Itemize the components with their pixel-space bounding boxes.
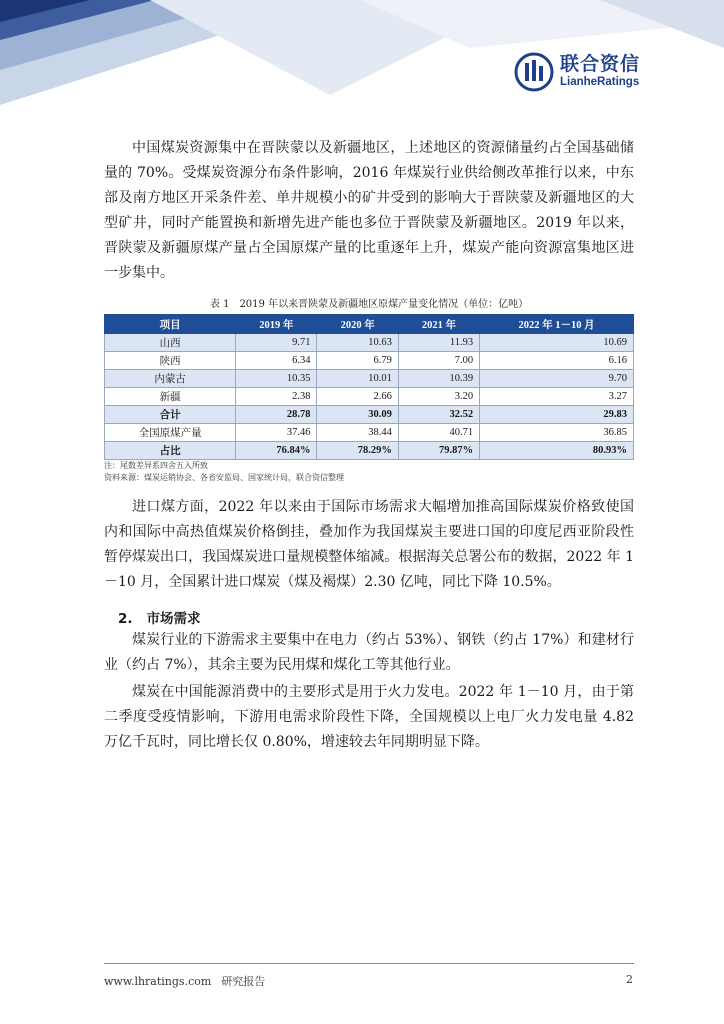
col-header-item: 项目 <box>105 315 236 334</box>
footer-website[interactable]: www.lhratings.com <box>104 975 212 988</box>
row-label: 陕西 <box>105 352 236 370</box>
coal-output-table <box>104 314 634 460</box>
table-source: 资料来源：煤炭运销协会、各省安监局、国家统计局，联合资信整理 <box>104 473 344 482</box>
paragraph-downstream-demand: 煤炭行业的下游需求主要集中在电力（约占 53%）、钢铁（约占 17%）和建材行业（约占 7%），其余主要为民用煤和煤化工等其他行业。 <box>104 632 634 673</box>
row-label: 新疆 <box>105 388 236 406</box>
cell-value: 11.93 <box>398 334 479 352</box>
lianhe-logo-icon <box>514 52 554 92</box>
cell-value: 78.29% <box>317 442 398 460</box>
cell-value: 9.70 <box>480 370 634 388</box>
cell-value: 40.71 <box>398 424 479 442</box>
col-header-2021: 2021 年 <box>398 315 479 334</box>
cell-value: 2.38 <box>236 388 317 406</box>
footer-label: 研究报告 <box>221 975 266 988</box>
cell-value: 9.71 <box>236 334 317 352</box>
paragraph-resource-distribution: 中国煤炭资源集中在晋陕蒙以及新疆地区，上述地区的资源储量约占全国基础储量的 70%。受煤炭资源分布条件影响，2016 年煤炭行业供给侧改革推行以来，中东部及南方地区开采条件差、单井规模小的矿井受到的影响大于晋陕蒙及新疆地区的大型矿井，同时产能置换和新增先进产能也多位于晋陕蒙及新疆地区。2019 年以来，晋陕蒙及新疆原煤产量占全国原煤产量的比重逐年上升，煤炭产能向资源富集地区进一步集中。 <box>104 140 634 281</box>
cell-value: 76.84% <box>236 442 317 460</box>
cell-value: 6.16 <box>480 352 634 370</box>
row-label: 内蒙古 <box>105 370 236 388</box>
logo-chinese-name: 联合资信 <box>559 53 640 76</box>
section-title: 市场需求 <box>146 611 201 627</box>
cell-value: 3.20 <box>398 388 479 406</box>
logo-english-name: LianheRatings <box>559 76 640 89</box>
cell-value: 2.66 <box>317 388 398 406</box>
cell-value: 10.69 <box>480 334 634 352</box>
page-number: 2 <box>626 973 633 986</box>
table-header-row <box>105 315 634 334</box>
table-row <box>105 424 634 442</box>
table-row <box>105 370 634 388</box>
cell-value: 6.34 <box>236 352 317 370</box>
cell-value: 79.87% <box>398 442 479 460</box>
table-row <box>105 352 634 370</box>
row-label: 全国原煤产量 <box>105 424 236 442</box>
table-note: 注：尾数差异系四舍五入所致 <box>104 461 208 470</box>
cell-value: 80.93% <box>480 442 634 460</box>
col-header-2022: 2022 年 1－10 月 <box>480 315 634 334</box>
cell-value: 10.01 <box>317 370 398 388</box>
row-label: 占比 <box>105 442 236 460</box>
table-caption: 表 1 2019 年以来晋陕蒙及新疆地区原煤产量变化情况（单位：亿吨） <box>209 299 529 310</box>
footer <box>104 973 275 989</box>
cell-value: 38.44 <box>317 424 398 442</box>
paragraph-thermal-power: 煤炭在中国能源消费中的主要形式是用于火力发电。2022 年 1－10 月，由于第二季度受疫情影响，下游用电需求阶段性下降，全国规模以上电厂火力发电量 4.82 万亿千瓦时，同比增长仅 0.80%，增速较去年同期明显下降。 <box>104 684 634 750</box>
table-row <box>105 334 634 352</box>
table-row-share <box>105 442 634 460</box>
cell-value: 7.00 <box>398 352 479 370</box>
table-notes <box>104 460 344 484</box>
paragraph-imports: 进口煤方面，2022 年以来由于国际市场需求大幅增加推高国际煤炭价格致使国内和国际中高热值煤炭价格倒挂，叠加作为我国煤炭主要进口国的印度尼西亚阶段性暂停煤炭出口，我国煤炭进口量规模整体缩减。根据海关总署公布的数据，2022 年 1－10 月，全国累计进口煤炭（煤及褐煤）2.30 亿吨，同比下降 10.5%。 <box>104 499 634 590</box>
row-label: 合计 <box>105 406 236 424</box>
cell-value: 37.46 <box>236 424 317 442</box>
cell-value: 29.83 <box>480 406 634 424</box>
col-header-2020: 2020 年 <box>317 315 398 334</box>
company-logo <box>514 52 640 92</box>
row-label: 山西 <box>105 334 236 352</box>
section-number: 2. <box>118 611 133 627</box>
cell-value: 10.63 <box>317 334 398 352</box>
cell-value: 3.27 <box>480 388 634 406</box>
cell-value: 10.35 <box>236 370 317 388</box>
section-heading <box>118 607 201 627</box>
cell-value: 10.39 <box>398 370 479 388</box>
cell-value: 32.52 <box>398 406 479 424</box>
cell-value: 6.79 <box>317 352 398 370</box>
footer-divider <box>104 963 634 964</box>
table-row-total <box>105 406 634 424</box>
cell-value: 28.78 <box>236 406 317 424</box>
table-row <box>105 388 634 406</box>
cell-value: 30.09 <box>317 406 398 424</box>
cell-value: 36.85 <box>480 424 634 442</box>
col-header-2019: 2019 年 <box>236 315 317 334</box>
